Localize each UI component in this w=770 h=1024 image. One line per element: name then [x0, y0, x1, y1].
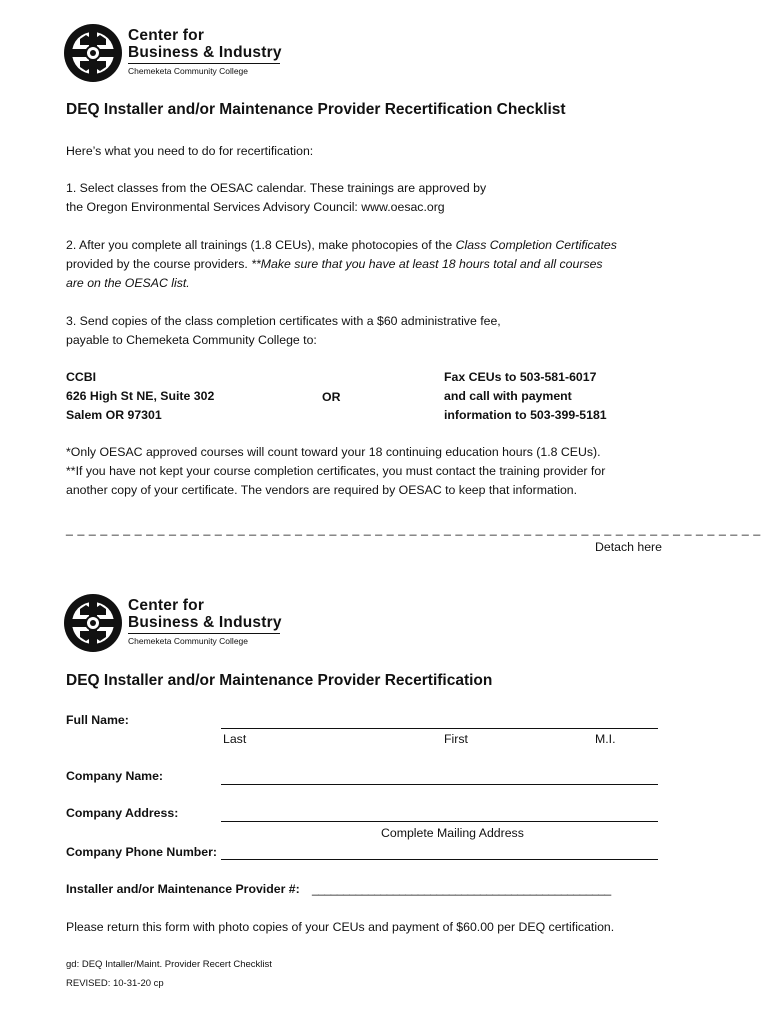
checklist-title: DEQ Installer and/or Maintenance Provider Recertification Checklist — [66, 101, 566, 118]
detach-dashed-line: _ _ _ _ _ _ _ _ _ _ _ _ _ _ _ _ _ _ _ _ _ _ _ _ _ _ _ _ _ _ _ _ _ _ _ _ _ _ _ _ _ _ _ _ _ _ _ _ _ _ _ _ _ _ _ _ _ _ _ _ _ — [66, 522, 761, 536]
step1-line2: the Oregon Environmental Services Advisory Council: www.oesac.org — [66, 200, 445, 214]
fax-line2: and call with payment — [444, 389, 572, 403]
address-line3: Salem OR 97301 — [66, 408, 162, 422]
full-name-field[interactable] — [221, 728, 658, 729]
note-oesac: *Only OESAC approved courses will count toward your 18 continuing education hours (1.8 CEUs). — [66, 445, 601, 459]
middle-initial-caption: M.I. — [595, 732, 616, 746]
provider-number-label: Installer and/or Maintenance Provider #: — [66, 882, 300, 896]
step2-line1-text: 2. After you complete all trainings (1.8 CEUs), make photocopies of the — [66, 238, 456, 252]
logo-rule — [128, 63, 280, 64]
logo-rule — [128, 633, 280, 634]
first-name-caption: First — [444, 732, 468, 746]
step2-line2-italic: **Make sure that you have at least 18 hours total and all courses — [251, 257, 603, 271]
step3-line2: payable to Chemeketa Community College to: — [66, 333, 317, 347]
logo-line2: Business & Industry — [128, 44, 282, 61]
address-line2: 626 High St NE, Suite 302 — [66, 389, 215, 403]
company-address-label: Company Address: — [66, 806, 179, 820]
company-phone-field[interactable] — [221, 859, 658, 860]
mailing-address-caption: Complete Mailing Address — [381, 826, 524, 840]
logo-line3: Chemeketa Community College — [128, 636, 248, 646]
ccbi-seal-icon — [62, 22, 124, 84]
step2-line2 — [66, 255, 603, 274]
provider-number-field[interactable]: ________________________________________________ — [312, 882, 611, 896]
intro-text: Here’s what you need to do for recertification: — [66, 144, 314, 158]
footer-document-name: gd: DEQ Intaller/Maint. Provider Recert Checklist — [66, 959, 272, 970]
full-name-label: Full Name: — [66, 713, 129, 727]
logo-line3: Chemeketa Community College — [128, 66, 248, 76]
note-certificates-1: **If you have not kept your course completion certificates, you must contact the training provider for — [66, 464, 606, 478]
logo-line1: Center for — [128, 597, 205, 614]
footer-revised: REVISED: 10-31-20 cp — [66, 978, 164, 989]
note-certificates-2: another copy of your certificate. The vendors are required by OESAC to keep that information. — [66, 483, 578, 497]
company-name-label: Company Name: — [66, 769, 164, 783]
step3-line1: 3. Send copies of the class completion certificates with a $60 administrative fee, — [66, 314, 501, 328]
address-line1: CCBI — [66, 370, 97, 384]
return-instructions: Please return this form with photo copies of your CEUs and payment of $60.00 per DEQ certification. — [66, 920, 615, 934]
step2-line1 — [66, 236, 617, 255]
logo-line2: Business & Industry — [128, 614, 282, 631]
fax-line1: Fax CEUs to 503-581-6017 — [444, 370, 597, 384]
step2-line3: are on the OESAC list. — [66, 276, 190, 290]
step2-line1-italic: Class Completion Certificates — [455, 238, 617, 252]
last-name-caption: Last — [223, 732, 247, 746]
or-label: OR — [322, 390, 341, 404]
step1-line1: 1. Select classes from the OESAC calendar. These trainings are approved by — [66, 181, 487, 195]
company-name-field[interactable] — [221, 784, 658, 785]
detach-label: Detach here — [595, 540, 662, 554]
company-phone-label: Company Phone Number: — [66, 845, 217, 859]
ccbi-seal-icon — [62, 592, 124, 654]
logo — [62, 22, 282, 84]
fax-line3: information to 503-399-5181 — [444, 408, 607, 422]
form-title: DEQ Installer and/or Maintenance Provider Recertification — [66, 672, 493, 689]
logo-line1: Center for — [128, 27, 205, 44]
step2-line2-text: provided by the course providers. — [66, 257, 252, 271]
logo-bottom — [62, 592, 282, 654]
company-address-field[interactable] — [221, 821, 658, 822]
